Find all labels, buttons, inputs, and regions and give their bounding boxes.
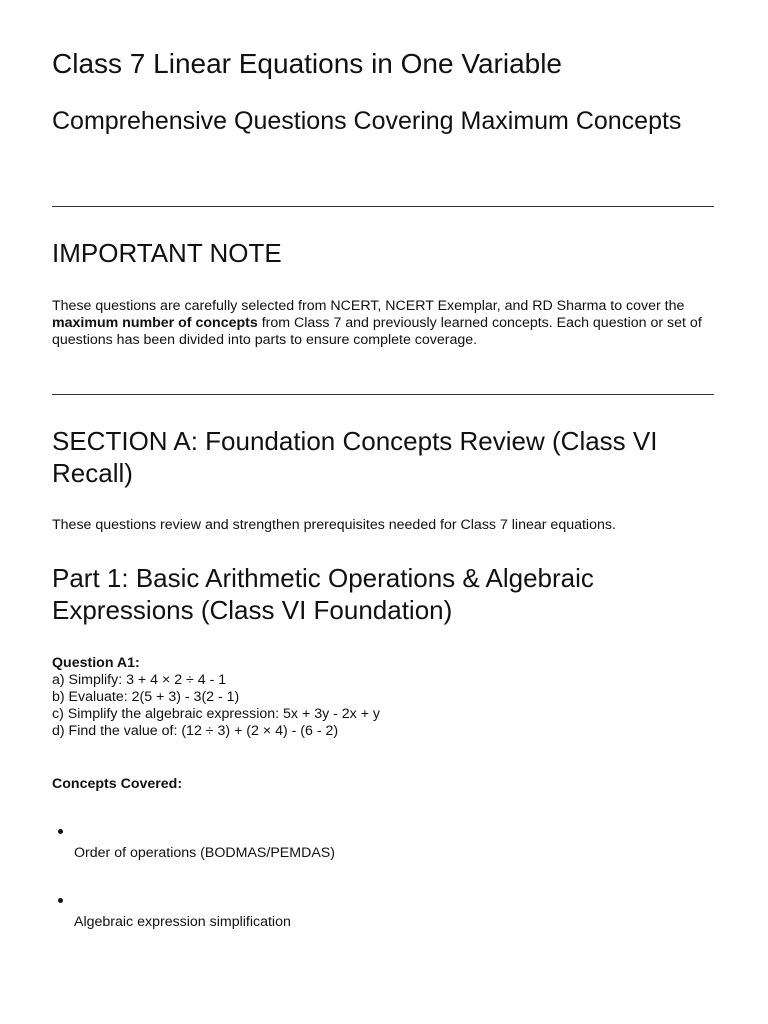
question-label: Question A1: — [52, 655, 140, 671]
part-1-heading: Part 1: Basic Arithmetic Operations & Algebraic Expressions (Class VI Foundation) — [52, 563, 594, 625]
question-part: a) Simplify: 3 + 4 × 2 ÷ 4 - 1 — [52, 672, 227, 688]
bullet-icon — [58, 898, 63, 903]
question-part: c) Simplify the algebraic expression: 5x + 3y - 2x + y — [52, 706, 381, 722]
note-text-start: These questions are carefully selected from NCERT, NCERT Exemplar, and RD Sharma to cover the — [52, 298, 685, 314]
important-note-text — [52, 298, 716, 349]
question-a1 — [52, 655, 380, 740]
horizontal-divider — [52, 206, 714, 207]
note-text-end: from Class 7 and previously learned concepts. Each question or set of questions has been divided into parts to ensure complete coverage. — [52, 315, 702, 348]
important-note-heading: IMPORTANT NOTE — [52, 238, 282, 268]
question-part: d) Find the value of: (12 ÷ 3) + (2 × 4) - (6 - 2) — [52, 723, 339, 739]
question-part: b) Evaluate: 2(5 + 3) - 3(2 - 1) — [52, 689, 240, 705]
note-text-bold: maximum number of concepts — [52, 315, 258, 331]
bullet-icon — [58, 829, 63, 834]
list-item-text: Algebraic expression simplification — [74, 914, 291, 930]
concepts-covered-label: Concepts Covered: — [52, 776, 183, 792]
list-item-text: Order of operations (BODMAS/PEMDAS) — [74, 845, 335, 861]
section-a-intro: These questions review and strengthen prerequisites needed for Class 7 linear equations. — [52, 517, 616, 533]
horizontal-divider — [52, 394, 714, 395]
section-a-heading: SECTION A: Foundation Concepts Review (Class VI Recall) — [52, 426, 658, 488]
page-subtitle: Comprehensive Questions Covering Maximum Concepts — [52, 107, 682, 135]
page-title: Class 7 Linear Equations in One Variable — [52, 48, 563, 79]
